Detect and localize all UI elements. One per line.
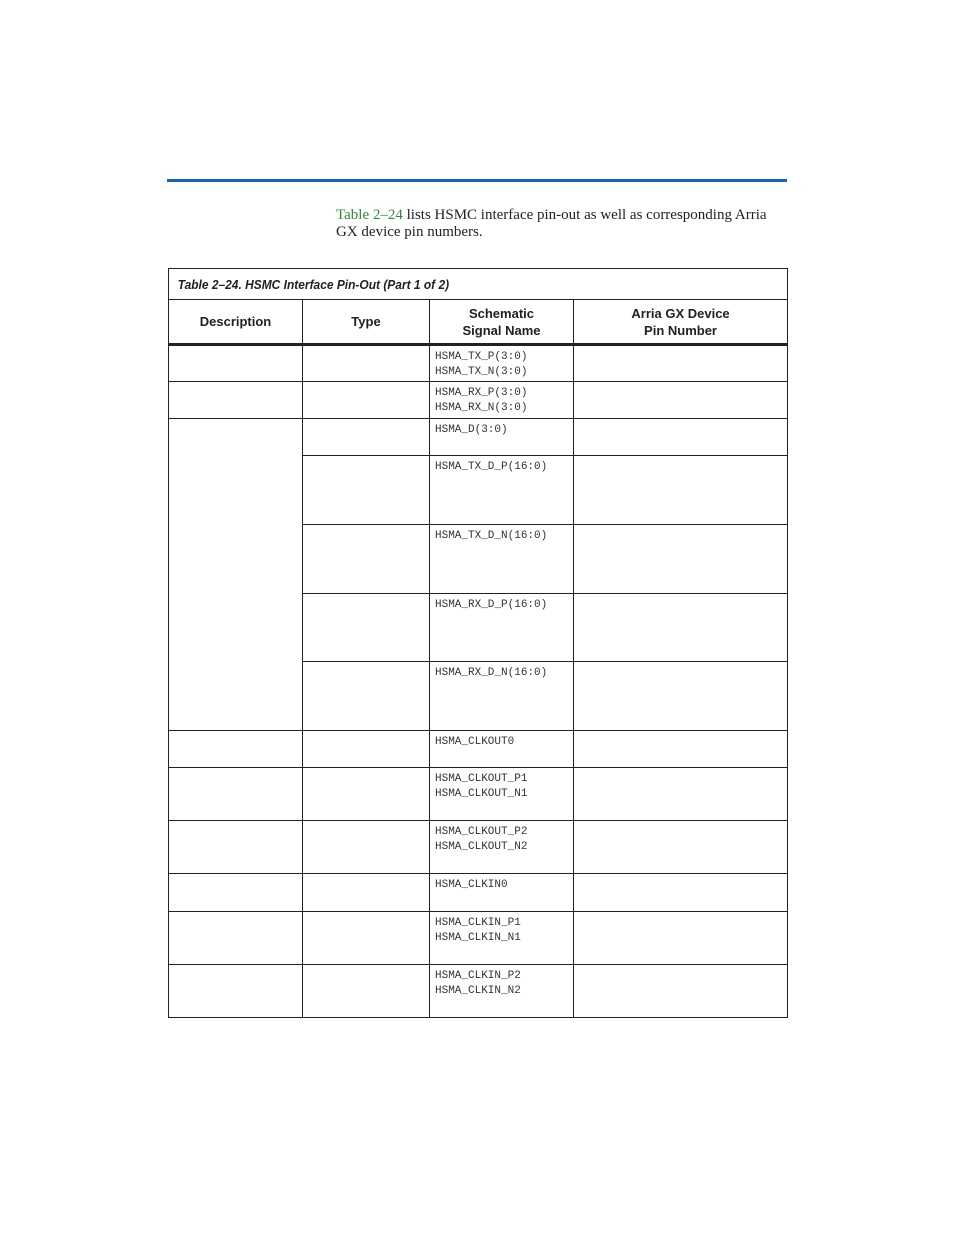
pin-number-cell (574, 662, 788, 731)
description-cell (169, 768, 303, 821)
type-cell (303, 345, 430, 382)
type-cell (303, 965, 430, 1018)
table-row (169, 965, 788, 1018)
pin-number-cell (574, 456, 788, 525)
pin-number-cell (574, 874, 788, 912)
type-cell (303, 821, 430, 874)
column-header-description: Description (169, 300, 303, 345)
signal-name-cell: HSMA_D(3:0) (430, 419, 574, 456)
signal-name-cell: HSMA_TX_P(3:0) HSMA_TX_N(3:0) (430, 345, 574, 382)
signal-name-cell: HSMA_TX_D_P(16:0) (430, 456, 574, 525)
description-cell (169, 345, 303, 382)
type-cell (303, 768, 430, 821)
header-rule (167, 179, 787, 182)
intro-paragraph (336, 207, 786, 241)
table-row (169, 912, 788, 965)
description-cell (169, 965, 303, 1018)
type-cell (303, 594, 430, 662)
description-cell (169, 912, 303, 965)
type-cell (303, 912, 430, 965)
description-cell (169, 821, 303, 874)
type-cell (303, 731, 430, 768)
description-cell (169, 382, 303, 419)
pin-number-cell (574, 821, 788, 874)
signal-name-cell: HSMA_TX_D_N(16:0) (430, 525, 574, 594)
table-caption: Table 2–24. HSMC Interface Pin-Out (Part 1 of 2) (169, 269, 739, 300)
table-row (169, 768, 788, 821)
type-cell (303, 525, 430, 594)
pin-number-cell (574, 419, 788, 456)
pin-number-cell (574, 768, 788, 821)
pin-number-cell (574, 594, 788, 662)
pin-number-cell (574, 731, 788, 768)
description-cell (169, 731, 303, 768)
signal-name-cell: HSMA_RX_P(3:0) HSMA_RX_N(3:0) (430, 382, 574, 419)
table-row (169, 419, 788, 456)
type-cell (303, 382, 430, 419)
table-row (169, 345, 788, 382)
description-cell-merged (169, 419, 303, 731)
type-cell (303, 874, 430, 912)
type-cell (303, 662, 430, 731)
signal-name-cell: HSMA_CLKIN0 (430, 874, 574, 912)
signal-name-cell: HSMA_RX_D_N(16:0) (430, 662, 574, 731)
description-cell (169, 874, 303, 912)
hsmc-pinout-table (168, 268, 788, 1018)
signal-name-cell: HSMA_CLKIN_P1 HSMA_CLKIN_N1 (430, 912, 574, 965)
signal-name-cell: HSMA_CLKOUT0 (430, 731, 574, 768)
signal-name-cell: HSMA_CLKIN_P2 HSMA_CLKIN_N2 (430, 965, 574, 1018)
signal-name-cell: HSMA_CLKOUT_P2 HSMA_CLKOUT_N2 (430, 821, 574, 874)
pin-number-cell (574, 345, 788, 382)
pin-number-cell (574, 912, 788, 965)
table-row (169, 821, 788, 874)
table-cross-reference-link[interactable]: Table 2–24 (336, 207, 403, 223)
pin-number-cell (574, 965, 788, 1018)
pin-number-cell (574, 382, 788, 419)
column-header-signal-name: Schematic Signal Name (430, 300, 574, 345)
column-header-pin-number: Arria GX Device Pin Number (574, 300, 788, 345)
type-cell (303, 456, 430, 525)
table-row (169, 731, 788, 768)
signal-name-cell: HSMA_RX_D_P(16:0) (430, 594, 574, 662)
intro-text: lists HSMC interface pin-out as well as corresponding Arria GX device pin numbers. (336, 207, 767, 240)
table-row (169, 382, 788, 419)
table-row (169, 874, 788, 912)
pin-number-cell (574, 525, 788, 594)
type-cell (303, 419, 430, 456)
signal-name-cell: HSMA_CLKOUT_P1 HSMA_CLKOUT_N1 (430, 768, 574, 821)
column-header-type: Type (303, 300, 430, 345)
